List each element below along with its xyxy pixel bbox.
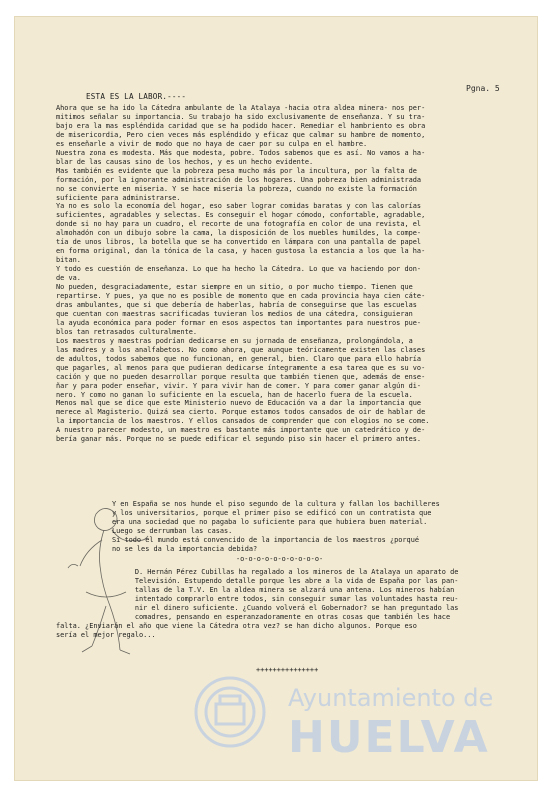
- text-line: no se convierte en miseria. Y se hace miseria la pobreza, cuando no existe la formación: [56, 184, 417, 193]
- text-line: Los maestros y maestras podrían dedicarse en su jornada de enseñanza, prolongándola, a: [56, 336, 413, 345]
- text-line: Ya no es solo la economía del hogar, eso saber lograr comidas baratas y con las calorías: [56, 202, 422, 211]
- end-mark: +++++++++++++++: [256, 666, 319, 674]
- watermark-line2: HUELVA: [288, 712, 490, 763]
- text-line: de adultos, todos sabemos que no funcionan, en general, bien. Claro que para ello habría: [56, 354, 422, 363]
- news-paragraph: [56, 568, 512, 640]
- text-line: nero. Y como no ganan lo suficiente en la escuela, han de hacerlo fuera de la escuela.: [56, 390, 413, 399]
- text-line: bitan.: [56, 256, 81, 265]
- text-line: blar de las causas sino de los hechos, y es un hecho evidente.: [56, 157, 314, 166]
- text-line: ñar y para poder enseñar, vivir. Y para vivir han de comer. Y para comer ganar algún di-: [56, 381, 422, 390]
- text-line: suficientes, agradables y selectas. Es conseguir el hogar cómodo, confortable, agradable,: [56, 211, 426, 220]
- watermark-line1: Ayuntamiento de: [288, 684, 494, 712]
- text-line: era una sociedad que no pagaba lo suficiente para que hubiera buen material.: [112, 517, 428, 526]
- text-line: tía de unos libros, la botella que se ha convertido en lámpara con una pantalla de papel: [56, 238, 422, 247]
- text-line: que cuentan con maestras sacrificadas tuvieran los medios de una cátedra, consiguieran: [56, 309, 413, 318]
- text-line: bajo era la mas espléndida caridad que se ha podido hacer. Remediar el hambriento es obra: [56, 121, 426, 130]
- text-line: blos tan retrasados culturalmente.: [56, 327, 198, 336]
- article-body: [56, 104, 510, 444]
- text-line: nir el dinero suficiente. ¿Cuando volverá el Gobernador? se han preguntado las: [56, 603, 459, 612]
- text-line: la ayuda económica para poder formar en esos aspectos tan importantes para nuestros pue-: [56, 318, 422, 327]
- text-line: donde si no hay para un cuadro, el recorte de una fotografía en color de una revista, el: [56, 220, 422, 229]
- text-line: Y todo es cuestión de enseñanza. Lo que ha hecho la Cátedra. Lo que va haciendo por don-: [56, 265, 422, 274]
- text-line: Menos mal que se dice que este Ministerio nuevo de Educación va a dar la importancia que: [56, 399, 422, 408]
- text-line: almohadón con un dibujo sobre la cama, la disposición de los muebles humildes, la compe-: [56, 229, 422, 238]
- text-line: A nuestro parecer modesto, un maestro es bastante más importante que un catedrático y de-: [56, 426, 426, 435]
- text-line: la importancia de los maestros. Y ellos cansados de comprender que con elogios no se come.: [56, 417, 430, 426]
- text-line: repartirse. Y pues, ya que no es posible de momento que en cada provincia haya cien cáte-: [56, 292, 426, 301]
- text-line: merece al Magisterio. Quizá sea cierto. Porque estamos todos cansados de oir de hablar de: [56, 408, 426, 417]
- text-line: es enseñarle a vivir de modo que no haya de caer por su culpa en el hambre.: [56, 139, 368, 148]
- text-line: sería el mejor regalo...: [56, 630, 156, 639]
- article-title: ESTA ES LA LABOR.----: [86, 92, 187, 101]
- text-line: intentado comprarlo entre todos, sin conseguir sumar las voluntades hasta reu-: [56, 594, 459, 603]
- text-line: comadres, pensando en esperanzadoramente en otras cosas que también les hace: [56, 612, 451, 621]
- text-line: dras ambulantes, que si que debería de haberlas, habría de conseguirse que las escuelas: [56, 300, 417, 309]
- text-line: tallas de la T.V. En la aldea minera se alzará una antena. Los mineros habían: [56, 585, 455, 594]
- section-separator: -o-o-o-o-o-o-o-o-o-o-: [236, 555, 324, 563]
- text-line: no se les da la importancia debida?: [112, 544, 258, 553]
- text-line: Ahora que se ha ido la Cátedra ambulante de la Atalaya -hacia otra aldea minera- nos per-: [56, 104, 426, 112]
- text-line: Mas también es evidente que la pobreza pesa mucho más por la incultura, por la falta de: [56, 166, 417, 175]
- text-line: que pagarles, al menos para que pudieran dedicarse íntegramente a esa tarea que es su vo-: [56, 363, 426, 372]
- text-line: las madres y a los analfabetos. No como ahora, que aunque teóricamente existen las clases: [56, 345, 426, 354]
- text-line: D. Hernán Pérez Cubillas ha regalado a los mineros de la Atalaya un aparato de: [56, 568, 459, 576]
- text-line: en forma original, dan la tónica de la casa, y hacen gustosa la estancia a los que la ha-: [56, 247, 426, 256]
- text-line: bería ganar más. Porque no se puede edificar el segundo piso sin hacer el primero antes.: [56, 435, 422, 444]
- text-line: Nuestra zona es modesta. Más que modesta, pobre. Todos sabemos que es así. No vamos a ha-: [56, 148, 426, 157]
- text-line: mitimos señalar su importancia. Su trabajo ha sido exclusivamente de enseñanza. Y su tra-: [56, 112, 426, 121]
- text-line: Si todo el mundo está convencido de la importancia de los maestros ¿porqué: [112, 535, 419, 544]
- text-line: suficiente para administrarse.: [56, 193, 181, 202]
- text-line: Luego se derrumban las casas.: [112, 526, 233, 535]
- text-line: falta. ¿Enviarán el año que viene la Cátedra otra vez? se han dicho algunos. Porque eso: [56, 621, 417, 630]
- text-line: Y en España se nos hunde el piso segundo de la cultura y fallan los bachilleres: [112, 500, 440, 508]
- side-paragraph: [112, 500, 512, 554]
- text-line: de misericordia, Pero cien veces más espléndido y eficaz que calmar su hambre de momento,: [56, 130, 426, 139]
- text-line: Televisión. Estupendo detalle porque les abre a la vida de España por las pan-: [56, 576, 459, 585]
- text-line: de va.: [56, 274, 81, 283]
- text-line: cación y que no pueden desarrollar porque resulta que también tienen que, además de ense-: [56, 372, 426, 381]
- text-line: No pueden, desgraciadamente, estar siempre en un sitio, o por mucho tiempo. Tienen que: [56, 283, 413, 292]
- text-line: formación, por la ignorante administración de los hogares. Una pobreza bien administrada: [56, 175, 422, 184]
- text-line: y los universitarios, porque el primer piso se edificó con un contratista que: [112, 508, 432, 517]
- page-number: Pgna. 5: [466, 84, 500, 93]
